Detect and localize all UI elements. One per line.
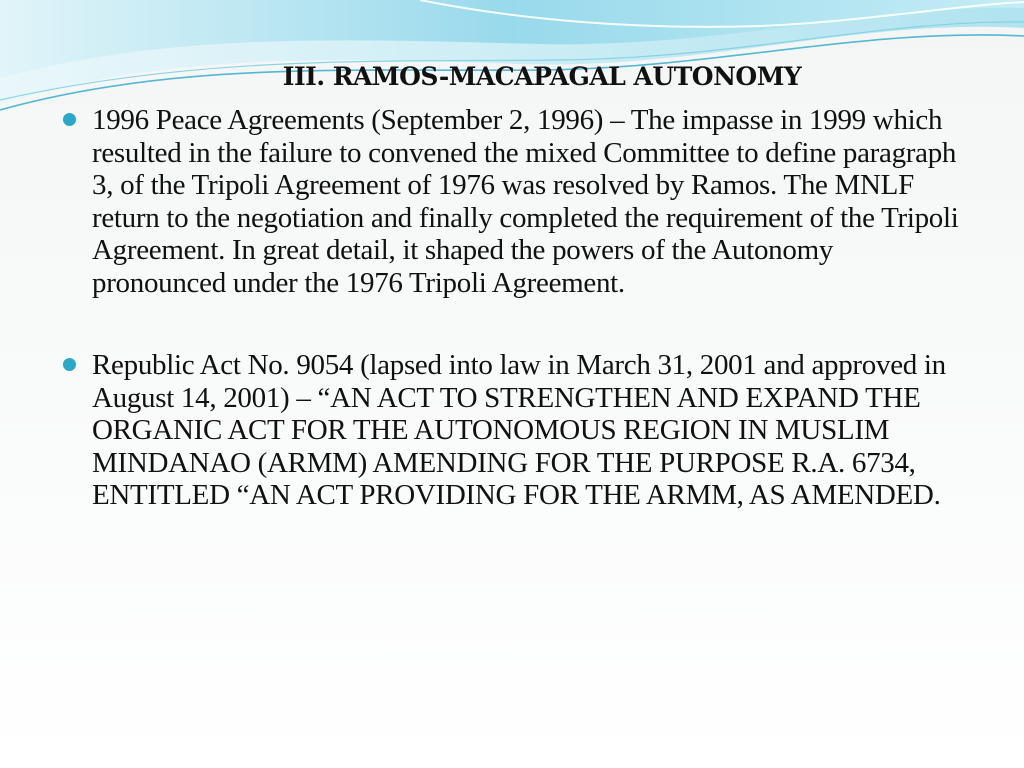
- bullet-item: [62, 104, 962, 299]
- bullet-text: Republic Act No. 9054 (lapsed into law in March 31, 2001 and approved in August 14, 2001) – “AN ACT TO STRENGTHEN AND EXPAND THE ORGANIC ACT FOR THE AUTONOMOUS REGION IN MUSLIM MINDANAO (ARMM) AMENDING FOR THE PURPOSE R.A. 6734, ENTITLED “AN ACT PROVIDING FOR THE ARMM, AS AMENDED.: [92, 349, 946, 511]
- bullet-dot-icon: [63, 358, 76, 371]
- bullet-item: [62, 349, 962, 512]
- bullet-dot-icon: [63, 113, 76, 126]
- bullet-list: [62, 104, 962, 512]
- slide-title: III. RAMOS-MACAPAGAL AUTONOMY: [282, 62, 802, 91]
- bullet-text: 1996 Peace Agreements (September 2, 1996) – The impasse in 1999 which resulted in the failure to convened the mixed Committee to define paragraph 3, of the Tripoli Agreement of 1976 was resolved by Ramos. The MNLF return to the negotiation and finally completed the requirement of the Tripoli Agreement. In great detail, it shaped the powers of the Autonomy pronounced under the 1976 Tripoli Agreement.: [92, 104, 959, 299]
